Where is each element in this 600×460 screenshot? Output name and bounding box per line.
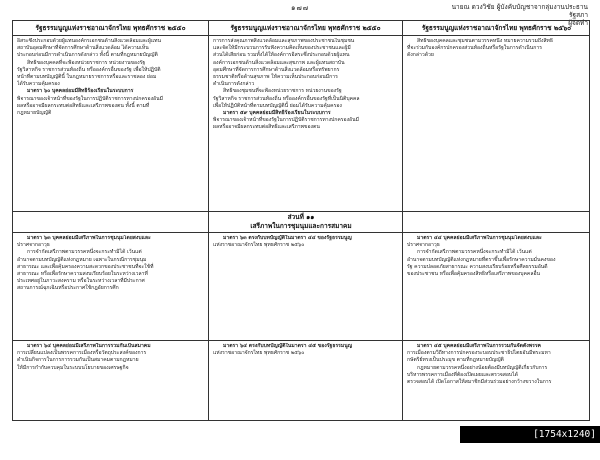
article-line: มาตรา ๖๔ ตรงกับบทบัญญัติในมาตรา ๔๕ ของรัฐธรรมนูญ — [223, 343, 353, 349]
text-line: กษัตริย์ทรงเป็นประมุข ตามที่กฎหมายบัญญัติ — [407, 357, 504, 364]
column-header-1: รัฐธรรมนูญแห่งราชอาณาจักรไทย พุทธศักราช ๒๕๕๐ — [35, 24, 186, 32]
text-line: ประเทศอยู่ในภาวะสงคราม หรือในระหว่างเวลาที่มีประกาศ — [17, 278, 145, 285]
article-line: มาตรา ๖๔ บุคคลย่อมมีเสรีภาพในการรวมกันเป็นสมาคม — [27, 343, 151, 349]
text-line: รัฐ ความปลอดภัยสาธารณะ ความสงบเรียบร้อยหรือศีลธรรมอันดี — [407, 263, 548, 270]
article-line: มาตรา ๖๓ บุคคลย่อมมีเสรีภาพในการชุมนุมโดยสงบและ — [27, 235, 151, 241]
image-host-watermark: [1754x1240] https://upic.me/ — [460, 426, 600, 443]
text-line: พิจารณาของเจ้าหน้าที่ของรัฐในการปฏิบัติราชการทางปกครองอันมี — [17, 95, 163, 102]
article-line: มาตรา ๕๙ บุคคลย่อมมีสิทธิร้องเรียนในระบบการ — [223, 110, 331, 117]
text-line: การจำกัดเสรีภาพตามวรรคหนึ่งจะกระทำมิได้ เว้นแต่ — [27, 249, 142, 256]
text-line: ดำเนินการดังกล่าว — [213, 81, 255, 88]
text-line: ประกอบก่อนมีการดำเนินการดังกล่าว ทั้งนี้ ตามที่กฎหมายบัญญัติ — [17, 52, 158, 59]
text-line: ผลหรืออาจมีผลกระทบต่อสิทธิและเสรีภาพของตน ทั้งนี้ ตามที่ — [17, 102, 150, 109]
block3-col1 — [17, 343, 205, 421]
text-line: ได้รับความคุ้มครอง — [17, 81, 60, 88]
text-line: รัฐวิสาหกิจ ราชการส่วนท้องถิ่น หรือองค์กรอื่นของรัฐ เพื่อให้ปฏิบัติ — [17, 66, 161, 73]
block3-col2 — [213, 343, 399, 421]
text-line: ที่จะร่วมกับองค์กรปกครองส่วนท้องถิ่นหรือรัฐในการดำเนินการ — [407, 45, 542, 52]
comparison-table — [12, 20, 590, 421]
section-number: ส่วนที่ ๑๑ — [287, 213, 315, 221]
article-line: มาตรา ๖๐ บุคคลย่อมมีสิทธิร้องเรียนในระบบการ — [27, 88, 134, 95]
column-header-2: รัฐธรรมนูญแห่งราชอาณาจักรไทย พุทธศักราช ๒๕๕๐ — [230, 24, 381, 32]
text-line: การเปลี่ยนแปลงเป็นพรรคการเมืองหรือวัตถุประสงค์ของการ — [17, 350, 147, 357]
section-title: เสรีภาพในการชุมนุมและการสมาคม — [250, 222, 352, 230]
row-divider — [13, 340, 589, 341]
text-line: ดำเนินกิจการในการการรวมกันเป็นสมาคมตามกฎหมาย — [17, 357, 139, 364]
block2-col1 — [17, 235, 205, 339]
article-line: มาตรา ๔๕ บุคคลย่อมมีเสรีภาพในการรวมกันจัดตั้งพรรค — [417, 343, 541, 349]
article-line: มาตรา ๖๓ ตรงกับบทบัญญัติในมาตรา ๔๔ ของรัฐธรรมนูญ — [223, 235, 352, 241]
text-line: สิทธิของชุมชนที่จะฟ้องหน่วยราชการ หน่วยงานของรัฐ — [223, 88, 342, 95]
text-line: ปราศจากอาวุธ — [407, 242, 440, 249]
text-line: กฎหมายตามวรรคหนึ่งอย่างน้อยต้องมีบทบัญญัติเกี่ยวกับการ — [417, 364, 548, 371]
block2-col2 — [213, 235, 399, 339]
text-line: อุดมศึกษาที่จัดการการศึกษาด้านสิ่งแวดล้อมหรือทรัพยากร — [213, 66, 340, 73]
text-line: พิจารณาของเจ้าหน้าที่ของรัฐในการปฏิบัติราชการทางปกครองอันมี — [213, 117, 359, 124]
text-line: ธรรมชาติหรือด้านสุขภาพ ให้ความเห็นประกอบก่อนมีการ — [213, 74, 338, 81]
text-line: ผลหรืออาจมีผลกระทบต่อสิทธิและเสรีภาพของตน — [213, 124, 320, 131]
text-line: การจำกัดเสรีภาพตามวรรคหนึ่งจะกระทำมิได้ เว้นแต่ — [417, 249, 532, 256]
header-divider — [13, 35, 589, 36]
block2-col3 — [407, 235, 587, 339]
text-line: สิทธิของบุคคลและชุมชนตามวรรคหนึ่ง หมายความรวมถึงสิทธิ — [417, 38, 554, 44]
text-line: บริหารพรรคการเมืองที่ต้องเปิดเผยและตรวจสอบได้ — [407, 371, 518, 378]
block3-col3 — [407, 343, 587, 421]
text-line: ของประชาชน หรือเพื่อคุ้มครองสิทธิหรือเสรีภาพของบุคคลอื่น — [407, 271, 541, 278]
text-line: การการส่งคุณภาพสิ่งแวดล้อมและสุขภาพของประชาชนในชุมชน — [213, 38, 355, 44]
text-line: และจัดให้มีกระบวนการรับฟังความคิดเห็นของประชาชนและผู้มี — [213, 45, 351, 52]
page-number: ๑๗๗ — [291, 4, 309, 12]
text-line: หน้าที่ตามบทบัญญัตินี้ ในกฎหมายราชการหรือและราชลอง ย่อม — [17, 74, 157, 81]
author-line: นายณ ดวงวิชัย ผู้บังคับบัญชาจากลุ่มงานประธานรัฐสภา — [451, 3, 588, 19]
text-line: อิสระซึ่งประกอบด้วยผู้แทนองค์กรเอกชนด้านสิ่งแวดล้อมและผู้แทน — [17, 38, 162, 44]
text-line: แห่งราชอาณาจักรไทย พุทธศักราช ๒๕๖๐ — [213, 350, 305, 357]
text-line: สิทธิของบุคคลที่จะฟ้องหน่วยราชการ หน่วยงานของรัฐ — [27, 59, 146, 66]
text-line: การเมืองตามวิถีทางการปกครองระบอบประชาธิปไตยอันมีพระมหา — [407, 350, 551, 357]
text-line: ตรวจสอบได้ เปิดโอกาสให้สมาชิกมีส่วนร่วมอย่างกว้างขวางในการ — [407, 379, 552, 386]
row-divider — [13, 211, 589, 212]
article-line: มาตรา ๔๔ บุคคลย่อมมีเสรีภาพในการชุมนุมโดยสงบและ — [417, 235, 542, 241]
text-line: เพื่อให้ปฏิบัติหน้าที่ตามบทบัญญัตินี้ ย่อมได้รับความคุ้มครอง — [213, 102, 342, 109]
text-line: ให้มีการกำกับควบคุมในระบบนโยบายของเศรษฐกิจ — [17, 364, 129, 371]
text-line: สถานการณ์ฉุกเฉินหรือประกาศใช้กฎอัยการศึก — [17, 285, 119, 292]
author-sub: ผู้จัดทำ — [568, 19, 588, 27]
block1-col2 — [213, 38, 399, 210]
text-line: สถาบันอุดมศึกษาที่จัดการศึกษาด้านสิ่งแวดล้อม ได้ความเห็น — [17, 45, 149, 52]
text-line: รัฐวิสาหกิจ ราชการส่วนท้องถิ่น หรือองค์กรอื่นของรัฐที่เป็นนิติบุคคล — [213, 95, 360, 102]
block1-col3 — [407, 38, 587, 210]
text-line: ดังกล่าวด้วย — [407, 52, 434, 59]
text-line: อำนาจตามบทบัญญัติแห่งกฎหมาย เฉพาะในกรณีการชุมนุม — [17, 256, 147, 263]
text-line: สาธารณะ และเพื่อคุ้มครองความสะดวกของประชาชนที่จะใช้ที่ — [17, 263, 154, 270]
row-divider — [13, 232, 589, 233]
text-line: ส่วนได้เสียก่อน รวมทั้งได้ให้องค์การอิสระซึ่งประกอบด้วยผู้แทน — [213, 52, 350, 59]
text-line: อำนาจตามบทบัญญัติแห่งกฎหมายที่ตราขึ้นเพื่อรักษาความมั่นคงของ — [407, 256, 556, 263]
text-line: องค์การเอกชนด้านสิ่งแวดล้อมและสุขภาพ และผู้แทนสถาบัน — [213, 59, 345, 66]
text-line: กฎหมายบัญญัติ — [17, 110, 52, 117]
block1-col1 — [17, 38, 205, 210]
text-line: ปราศจากอาวุธ — [17, 242, 50, 249]
text-line: สาธารณะ หรือเพื่อรักษาความสงบเรียบร้อยในระหว่างเวลาที่ — [17, 271, 148, 278]
text-line: แห่งราชอาณาจักรไทย พุทธศักราช ๒๕๖๐ — [213, 242, 305, 249]
column-header-3: รัฐธรรมนูญแห่งราชอาณาจักรไทย พุทธศักราช ๒๕๖๐ — [421, 24, 572, 32]
